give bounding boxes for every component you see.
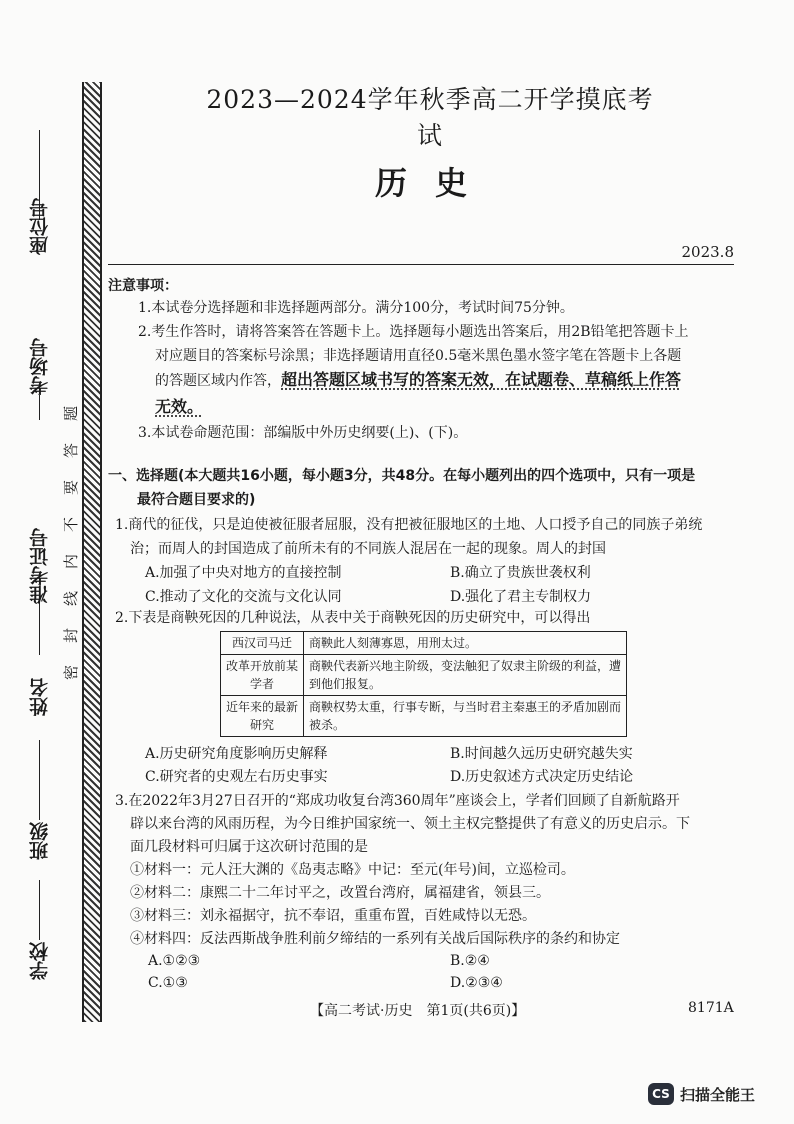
section-heading: 一、选择题(本大题共16小题，每小题3分，共48分。在每小题列出的四个选项中，只有一项是 (108, 468, 696, 484)
option-c: C.研究者的史观左右历史事实 (145, 769, 328, 785)
name-field: 姓名 (29, 678, 51, 716)
class-field: 班级 (29, 822, 51, 860)
exam-title: 2023—2024学年秋季高二开学摸底考试 (206, 85, 654, 150)
exam-room-field: 考场号 (29, 338, 51, 395)
watermark-label: 扫描全能王 (680, 1085, 756, 1104)
section-heading: 最符合题目要求的) (137, 492, 256, 508)
table-cell: 近年来的最新研究 (221, 696, 304, 737)
question-stem: 2.下表是商鞅死因的几种说法，从表中关于商鞅死因的历史研究中，可以得出 (115, 610, 591, 626)
material-item: ②材料二：康熙二十二年讨平之，改置台湾府，属福建省，领县三。 (130, 885, 550, 901)
seal-line-notice: 题 答 要 不 内 线 封 密 (62, 405, 81, 681)
school-field: 学校 (29, 942, 51, 980)
question-stem: 3.在2022年3月27日召开的“郑成功收复台湾360周年”座谈会上，学者们回顾了自新航路开 (115, 793, 680, 809)
table-cell: 商鞅代表新兴地主阶级，变法触犯了奴隶主阶级的利益，遭到他们报复。 (304, 655, 627, 696)
material-item: ④材料四：反法西斯战争胜利前夕缔结的一系列有关战后国际秩序的条约和协定 (130, 931, 620, 947)
page-footer: 【高二考试·历史 第1页(共6页)】 (310, 1003, 526, 1019)
option-a: A.①②③ (148, 953, 201, 969)
table-cell: 西汉司马迁 (221, 632, 304, 655)
notice-item: 的答题区域内作答，超出答题区域书写的答案无效，在试题卷、草稿纸上作答 (155, 370, 682, 389)
notice-heading: 注意事项： (108, 278, 178, 294)
material-item: ③材料三：刘永福据守，抗不奉诏，重重布置，百姓咸恃以无恐。 (130, 908, 536, 924)
option-a: A.加强了中央对地方的直接控制 (145, 565, 342, 581)
paper-code: 8171A (688, 1000, 734, 1016)
emphasis-text: 超出答题区域书写的答案无效，在试题卷、草稿纸上作答 (281, 370, 682, 389)
question-stem: 面几段材料可归属于这次研讨范围的是 (130, 839, 368, 855)
camscanner-logo-icon: CS (648, 1083, 674, 1105)
option-b: B.时间越久远历史研究越失实 (450, 746, 633, 762)
notice-item (155, 396, 203, 419)
subject-title: 历史 (375, 164, 496, 202)
field-line (39, 740, 40, 820)
option-b: B.确立了贵族世袭权利 (450, 565, 591, 581)
option-c: C.①③ (148, 975, 188, 991)
table-row (221, 655, 627, 696)
table-row (221, 632, 627, 655)
table-cell: 改革开放前某学者 (221, 655, 304, 696)
option-c: C.推动了文化的交流与文化认同 (145, 589, 342, 605)
notice-item: 2.考生作答时，请将答案答在答题卡上。选择题每小题选出答案后，用2B铅笔把答题卡上 (138, 324, 689, 340)
option-d: D.强化了君主专制权力 (450, 589, 592, 605)
notice-item: 3.本试卷命题范围：部编版中外历史纲要(上)、(下)。 (138, 425, 468, 441)
option-a: A.历史研究角度影响历史解释 (145, 746, 328, 762)
field-line (39, 395, 40, 420)
table-cell: 商鞅此人刻薄寡恩，用刑太过。 (304, 632, 627, 655)
header-rule (108, 264, 734, 265)
source-table (220, 631, 627, 737)
table-cell: 商鞅权势太重，行事专断，与当时君主秦惠王的矛盾加剧而被杀。 (304, 696, 627, 737)
option-d: D.②③④ (450, 975, 503, 991)
scanner-watermark (648, 1083, 755, 1105)
notice-item: 对应题目的答案标号涂黑；非选择题请用直径0.5毫米黑色墨水签字笔在答题卡上各题 (155, 348, 682, 364)
question-stem: 治；而周人的封国造成了前所未有的不同族人混居在一起的现象。周人的封国 (130, 541, 606, 557)
emphasis-text: 无效。 (155, 397, 204, 416)
admission-number-field: 准考证号 (29, 528, 51, 604)
field-line (39, 880, 40, 940)
question-stem: 1.商代的征伐，只是迫使被征服者屈服，没有把被征服地区的土地、人口授予自己的同族子弟统 (115, 517, 703, 533)
material-item: ①材料一：元人汪大渊的《岛夷志略》中记：至元(年号)间，立巡检司。 (130, 862, 575, 878)
field-line (39, 600, 40, 655)
binding-stripe (82, 82, 102, 1022)
notice-item: 1.本试卷分选择题和非选择题两部分。满分100分，考试时间75分钟。 (138, 300, 574, 316)
exam-date: 2023.8 (681, 243, 734, 261)
question-stem: 辟以来台湾的风雨历程，为今日维护国家统一、领土主权完整提供了有意义的历史启示。下 (130, 816, 690, 832)
option-d: D.历史叙述方式决定历史结论 (450, 769, 634, 785)
seat-number-field: 座位号 (29, 198, 51, 255)
table-row (221, 696, 627, 737)
option-b: B.②④ (450, 953, 490, 969)
